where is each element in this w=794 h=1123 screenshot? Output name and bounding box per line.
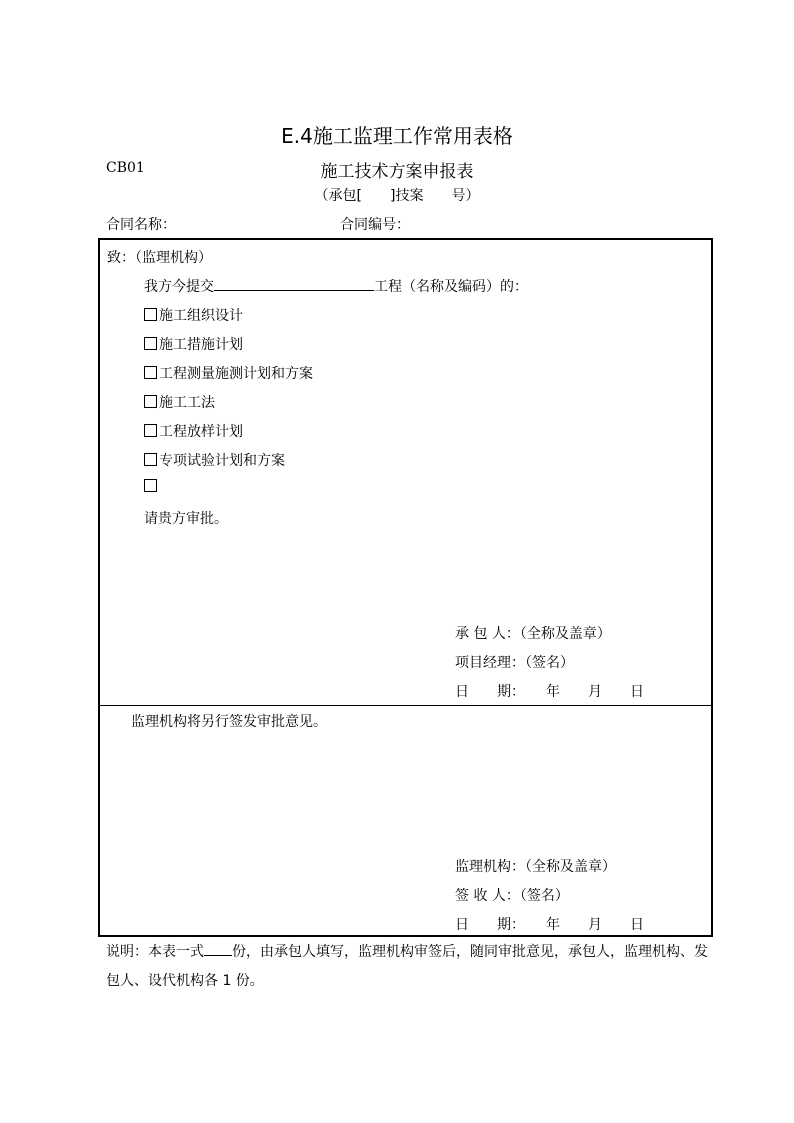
project-name-blank[interactable]	[214, 276, 374, 291]
page-title: E.4施工监理工作常用表格	[281, 124, 513, 148]
submission-line	[144, 276, 528, 296]
option-label: 施工工法	[159, 395, 215, 411]
submission-suffix: 工程（名称及编码）的：	[374, 279, 528, 295]
request-text: 请贵方审批。	[144, 511, 228, 527]
option-item[interactable]	[144, 363, 313, 383]
copies-blank[interactable]	[204, 942, 232, 956]
form-title: 施工技术方案申报表	[320, 162, 474, 182]
option-item[interactable]	[144, 479, 159, 495]
option-item[interactable]	[144, 421, 243, 441]
date-label: 日 期： 年 月 日	[455, 684, 644, 700]
option-label: 施工措施计划	[159, 337, 243, 353]
checkbox[interactable]	[144, 366, 157, 379]
note-prefix: 说明：本表一式	[106, 944, 204, 960]
checkbox[interactable]	[144, 337, 157, 350]
contract-number-label: 合同编号：	[340, 217, 410, 233]
agency-label: 监理机构：（全称及盖章）	[455, 859, 616, 875]
section-divider	[100, 705, 711, 706]
form-frame	[98, 238, 713, 937]
submission-prefix: 我方今提交	[144, 279, 214, 295]
option-item[interactable]	[144, 392, 215, 412]
checkbox[interactable]	[144, 308, 157, 321]
footer-note	[106, 938, 718, 996]
manager-label: 项目经理：（签名）	[455, 655, 574, 671]
receiver-label: 签 收 人：（签名）	[455, 888, 569, 904]
option-item[interactable]	[144, 334, 243, 354]
approval-number: （承包[ ]技案 号）	[314, 188, 480, 204]
option-label: 工程放样计划	[159, 424, 243, 440]
form-code: CB01	[106, 160, 145, 176]
option-label: 专项试验计划和方案	[159, 453, 285, 469]
contract-name-label: 合同名称：	[106, 217, 176, 233]
option-item[interactable]	[144, 305, 243, 325]
checkbox[interactable]	[144, 479, 157, 492]
checkbox[interactable]	[144, 453, 157, 466]
addressee-label: 致：（监理机构）	[107, 250, 212, 266]
notice-text: 监理机构将另行签发审批意见。	[131, 714, 327, 730]
contractor-label: 承 包 人：（全称及盖章）	[455, 626, 611, 642]
option-label: 工程测量施测计划和方案	[159, 366, 313, 382]
checkbox[interactable]	[144, 424, 157, 437]
option-item[interactable]	[144, 450, 285, 470]
note-suffix: 份，由承包人填写，监理机构审签后，随同审批意见，承包人，监理机构、发包人、设代机构各 1 份。	[106, 944, 708, 989]
checkbox[interactable]	[144, 395, 157, 408]
receipt-date-label: 日 期： 年 月 日	[455, 917, 644, 933]
option-label: 施工组织设计	[159, 308, 243, 324]
